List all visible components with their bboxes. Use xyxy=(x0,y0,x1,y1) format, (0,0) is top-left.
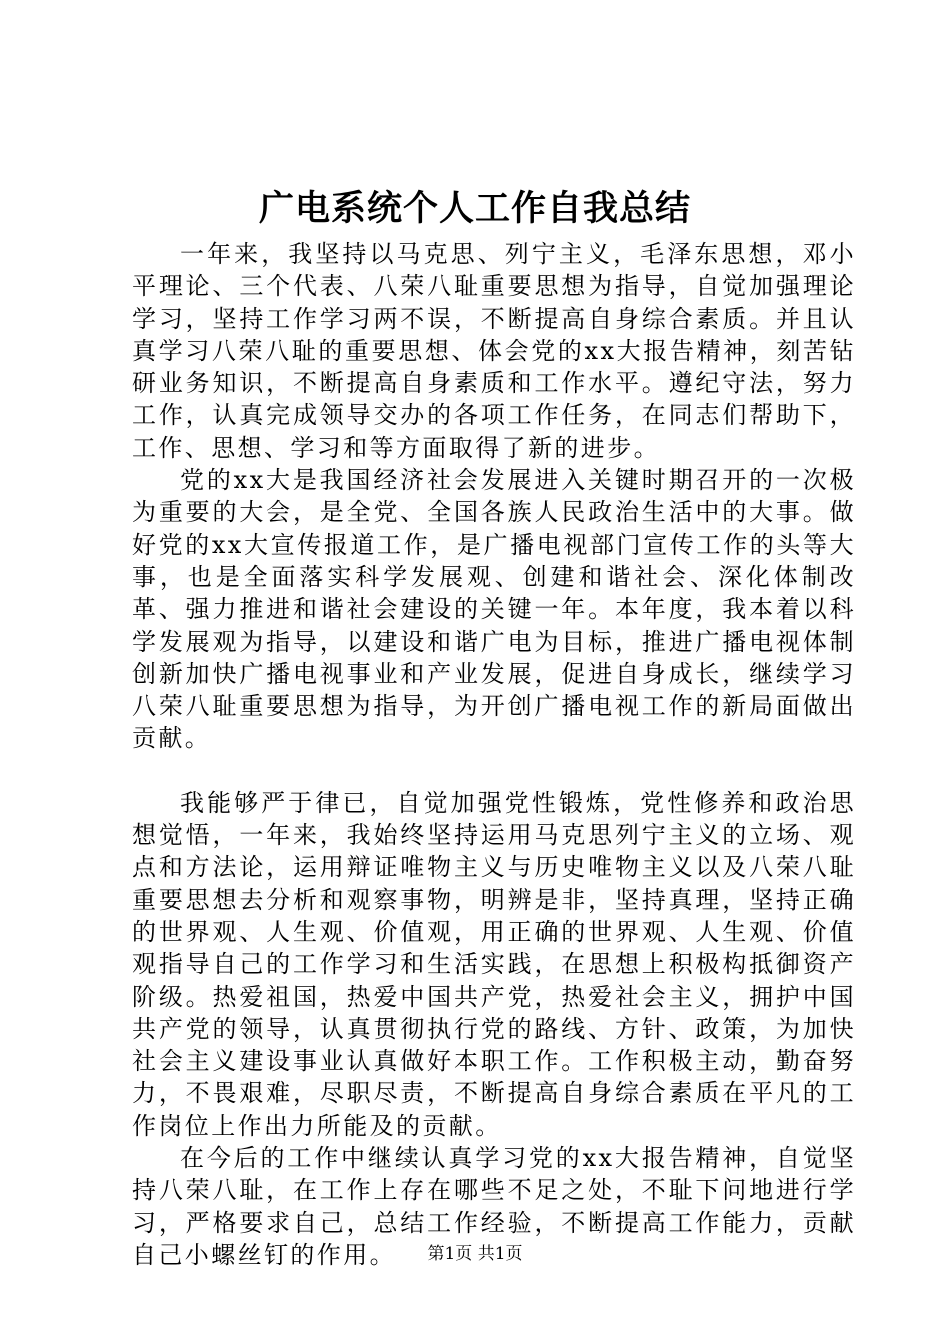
page-footer: 第1页 共1页 xyxy=(427,1244,523,1264)
document-body xyxy=(132,238,856,1271)
paragraph-3: 我能够严于律已，自觉加强党性锻炼，党性修养和政治思想觉悟，一年来，我始终坚持运用马克思列宁主义的立场、观点和方法论，运用辩证唯物主义与历史唯物主义以及八荣八耻重要思想去分析和观察事物，明辨是非，坚持真理，坚持正确的世界观、人生观、价值观，用正确的世界观、人生观、价值观指导自己的工作学习和生活实践，在思想上积极构抵御资产阶级。热爱祖国，热爱中国共产党，热爱社会主义，拥护中国共产党的领导，认真贯彻执行党的路线、方针、政策，为加快社会主义建设事业认真做好本职工作。工作积极主动，勤奋努力，不畏艰难，尽职尽责，不断提高自身综合素质在平凡的工作岗位上作出力所能及的贡献。 xyxy=(132,788,856,1140)
paragraph-4: 在今后的工作中继续认真学习党的xx大报告精神，自觉坚持八荣八耻，在工作上存在哪些不足之处，不耻下问地进行学习，严格要求自己，总结工作经验，不断提高工作能力，贡献自己小螺丝钉的作用。 xyxy=(132,1144,856,1269)
paragraph-1: 一年来，我坚持以马克思、列宁主义，毛泽东思想，邓小平理论、三个代表、八荣八耻重要思想为指导，自觉加强理论学习，坚持工作学习两不误，不断提高自身综合素质。并且认真学习八荣八耻的重要思想、体会党的xx大报告精神，刻苦钻研业务知识，不断提高自身素质和工作水平。遵纪守法，努力工作，认真完成领导交办的各项工作任务，在同志们帮助下，工作、思想、学习和等方面取得了新的进步。 xyxy=(132,240,856,462)
document-title: 广电系统个人工作自我总结 xyxy=(258,188,691,229)
paragraph-2: 党的xx大是我国经济社会发展进入关键时期召开的一次极为重要的大会，是全党、全国各族人民政治生活中的大事。做好党的xx大宣传报道工作，是广播电视部门宣传工作的头等大事，也是全面落实科学发展观、创建和谐社会、深化体制改革、强力推进和谐社会建设的关键一年。本年度，我本着以科学发展观为指导，以建设和谐广电为目标，推进广播电视体制创新加快广播电视事业和产业发展，促进自身成长，继续学习八荣八耻重要思想为指导，为开创广播电视工作的新局面做出贡献。 xyxy=(132,466,856,753)
